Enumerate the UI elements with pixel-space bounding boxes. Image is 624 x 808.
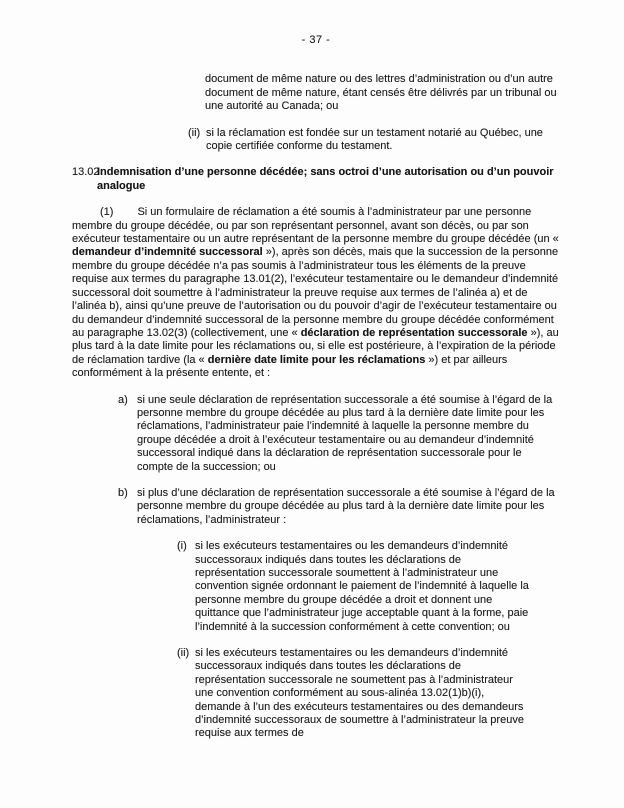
list-item-a-text: si une seule déclaration de représentation successorale a été soumise à l’égard de la personne membre du groupe décédée au plus tard à la dernière date limite pour les réclamations, l’administrateur paie l’indemnité à laquelle la personne membre du groupe décédée a droit à l’exécuteur testamentaire ou au demandeur d’indemnité successoral indiqué dans la déclaration de représentation successorale pour le compte de la succession; ou [137, 393, 553, 473]
list-marker-ii: (ii) [177, 647, 190, 660]
list-item-b [118, 487, 560, 527]
paragraph-1-number: (1) [100, 206, 114, 219]
list-marker-ii-top: (ii) [188, 126, 201, 139]
paragraph-1 [72, 206, 560, 380]
list-item-ii-top [188, 127, 560, 154]
list-marker-a: a) [118, 393, 128, 406]
list-item-a [118, 394, 560, 474]
section-number: 13.02 [72, 166, 100, 179]
list-marker-b: b) [118, 486, 128, 499]
section-heading [72, 166, 560, 193]
list-item-ii-top-text: si la réclamation est fondée sur un testament notarié au Québec, une copie certifiée conforme du testament. [206, 126, 543, 153]
page-number: - 37 - [301, 34, 331, 46]
section-title: Indemnisation d’une personne décédée; sans octroi d’une autorisation ou d’un pouvoir analogue [97, 166, 554, 192]
list-item-ii [177, 647, 560, 741]
continuation-paragraph: document de même nature ou des lettres d’administration ou d’un autre document de même nature, étant censés être délivrés par un tribunal ou une autorité au Canada; ou [205, 73, 557, 113]
paragraph-1-text: Si un formulaire de réclamation a été soumis à l’administrateur par une personne membre du groupe décédée, ou par son représentant personnel, avant son décès, ou par son exécuteur testamentaire ou un autre représentant de la personne membre du groupe décédée (un « demandeur d’indemnité successoral »), après son décès, mais que la succession de la personne membre du groupe décédée n’a pas soumis à l’administrateur tous les éléments de la preuve requise aux termes du paragraphe 13.01(2), l’exécuteur testamentaire ou le demandeur d’indemnité successoral doit soumettre à l’administrateur la preuve requise aux termes de l’alinéa a) et de l’alinéa b), ainsi qu’une preuve de l’autorisation ou du pouvoir d’agir de l’exécuteur testamentaire ou du demandeur d’indemnité successoral de la personne membre du groupe décédée conformément au paragraphe 13.02(3) (collectivement, une « déclaration de représentation successorale »), au plus tard à la date limite pour les réclamations ou, si elle est postérieure, à l’expiration de la période de réclamation tardive (la « dernière date limite pour les réclamations ») et par ailleurs conformément à la présente entente, et : [72, 206, 559, 380]
list-marker-i: (i) [177, 540, 187, 553]
list-item-ii-text: si les exécuteurs testamentaires ou les demandeurs d’indemnité successoraux indiqués dans toutes les déclarations de représentation successorale ne soumettent pas à l’administrateur une convention conformément au sous-alinéa 13.02(1)b)(i), demande à l’un des exécuteurs testamentaires ou des demandeurs d’indemnité successoraux de soumettre à l’administrateur la preuve requise aux termes de [195, 647, 524, 740]
list-item-b-text: si plus d’une déclaration de représentation successorale a été soumise à l’égard de la personne membre du groupe décédée au plus tard à la dernière date limite pour les réclamations, l’administrateur : [137, 486, 555, 526]
list-item-i [177, 540, 560, 634]
list-item-i-text: si les exécuteurs testamentaires ou les demandeurs d’indemnité successoraux indiqués dans toutes les déclarations de représentation successorale soumettent à l’administrateur une convention signée ordonnant le paiement de l’indemnité à laquelle la personne membre du groupe décédée a droit et donnent une quittance que l’administrateur juge acceptable quant à la forme, paie l’indemnité à la succession conformément à cette convention; ou [195, 540, 529, 633]
